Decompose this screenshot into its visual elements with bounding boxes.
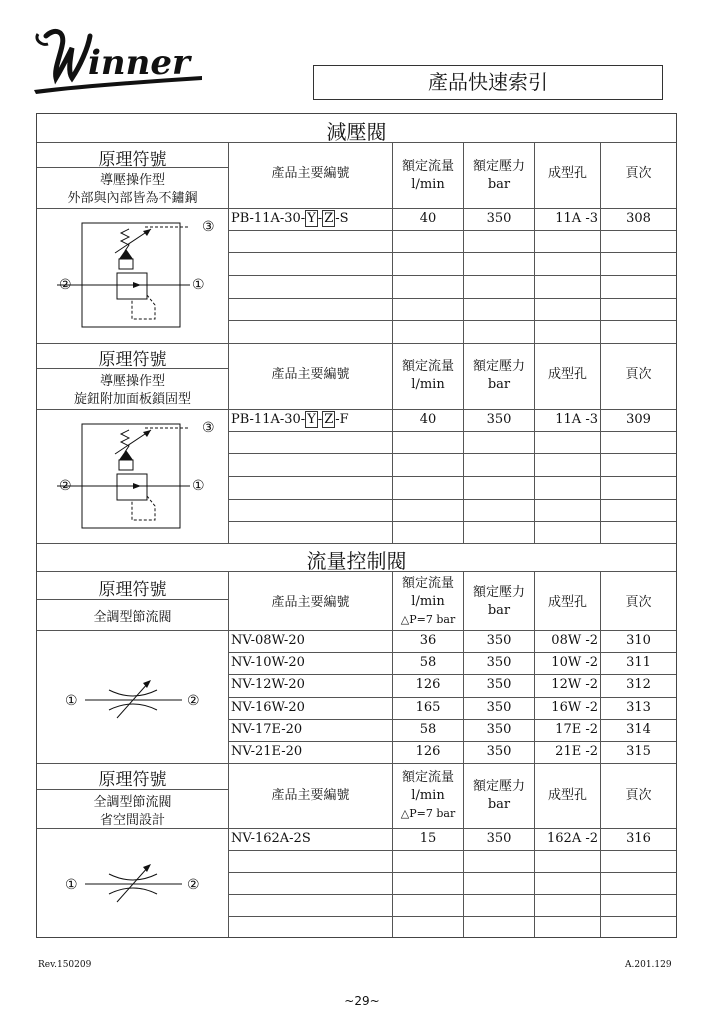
index-table	[36, 113, 677, 938]
principle-symbol-label: 原理符號	[98, 770, 167, 790]
port-cell: 11A -3	[555, 211, 598, 226]
page-number: ~29~	[344, 994, 380, 1008]
principle-symbol-label: 原理符號	[98, 580, 167, 600]
throttle-valve-symbol	[37, 828, 228, 938]
svg-text:inner: inner	[88, 43, 190, 83]
model-cell: NV-16W-20	[231, 700, 305, 715]
group-desc: 全調型節流閥	[93, 795, 172, 810]
group-desc: 省空間設計	[99, 813, 165, 828]
pressure-cell: 350	[486, 211, 512, 226]
svg-text:②: ②	[59, 277, 72, 293]
pressure-cell: 350	[486, 412, 512, 427]
throttle-valve-symbol	[37, 630, 228, 763]
pressure-cell: 350	[486, 700, 512, 715]
svg-text:②: ②	[187, 693, 200, 709]
flow-cell: 40	[419, 412, 437, 427]
port-cell: 12W -2	[551, 677, 598, 692]
principle-symbol-label: 原理符號	[98, 350, 167, 370]
flow-cell: 58	[419, 655, 437, 670]
col-port: 成型孔	[547, 595, 587, 610]
section-title-flow: 流量控制閥	[306, 549, 407, 573]
pressure-cell: 350	[486, 677, 512, 692]
page-cell: 316	[626, 831, 651, 846]
group-desc: 外部與內部皆為不鏽鋼	[67, 191, 198, 206]
flow-cell: 126	[415, 677, 441, 692]
port-cell: 17E -2	[555, 722, 598, 737]
flow-cell: 126	[415, 744, 441, 759]
col-pressure: 額定壓力 bar	[472, 359, 525, 392]
model-cell: PB-11A-30- Y - Z -F	[231, 412, 349, 427]
col-model: 產品主要編號	[271, 595, 350, 610]
page-title: 產品快速索引	[313, 65, 663, 100]
col-model: 產品主要編號	[271, 367, 350, 382]
page-cell: 314	[626, 722, 651, 737]
col-page: 頁次	[625, 166, 652, 181]
port-cell: 10W -2	[551, 655, 598, 670]
flow-cell: 36	[419, 633, 437, 648]
col-flow: 額定流量 l/min	[401, 159, 454, 192]
flow-cell: 40	[419, 211, 437, 226]
model-cell: NV-12W-20	[231, 677, 305, 692]
col-page: 頁次	[625, 367, 652, 382]
col-model: 產品主要編號	[271, 166, 350, 181]
col-pressure: 額定壓力 bar	[472, 779, 525, 812]
col-port: 成型孔	[547, 166, 587, 181]
group-desc: 全調型節流閥	[93, 610, 172, 625]
svg-text:③: ③	[202, 219, 215, 235]
svg-text:②: ②	[59, 478, 72, 494]
group-desc: 旋鈕附加面板鎖固型	[73, 392, 191, 407]
model-cell: NV-21E-20	[231, 744, 303, 759]
pressure-cell: 350	[486, 744, 512, 759]
revision-code: Rev.150209	[38, 960, 92, 970]
reducing-valve-symbol	[37, 209, 228, 343]
page-cell: 309	[626, 412, 651, 427]
col-page: 頁次	[625, 788, 652, 803]
svg-text:②: ②	[187, 877, 200, 893]
svg-text:③: ③	[202, 420, 215, 436]
col-pressure: 額定壓力 bar	[472, 585, 525, 618]
port-cell: 21E -2	[555, 744, 598, 759]
col-page: 頁次	[625, 595, 652, 610]
document-code: A.201.129	[625, 960, 672, 970]
col-flow: 額定流量 l/min	[401, 359, 454, 392]
model-cell: NV-17E-20	[231, 722, 303, 737]
col-flow: 額定流量 l/min △P=7 bar	[400, 576, 456, 626]
page-cell: 310	[626, 633, 651, 648]
svg-text:①: ①	[65, 877, 78, 893]
svg-text:①: ①	[65, 693, 78, 709]
page-cell: 308	[626, 211, 651, 226]
pressure-cell: 350	[486, 633, 512, 648]
reducing-valve-symbol	[37, 410, 228, 544]
port-cell: 16W -2	[551, 700, 598, 715]
col-flow: 額定流量 l/min △P=7 bar	[400, 770, 456, 820]
page-cell: 312	[626, 677, 651, 692]
col-port: 成型孔	[547, 788, 587, 803]
flow-cell: 15	[419, 831, 437, 846]
model-cell: NV-162A-2S	[231, 831, 311, 846]
col-model: 產品主要編號	[271, 788, 350, 803]
port-cell: 08W -2	[551, 633, 598, 648]
col-pressure: 額定壓力 bar	[472, 159, 525, 192]
pressure-cell: 350	[486, 655, 512, 670]
page-cell: 315	[626, 744, 651, 759]
flow-cell: 58	[419, 722, 437, 737]
section-title-reducing: 減壓閥	[326, 120, 387, 144]
svg-text:①: ①	[192, 478, 205, 494]
page-cell: 313	[626, 700, 651, 715]
port-cell: 11A -3	[555, 412, 598, 427]
pressure-cell: 350	[486, 831, 512, 846]
port-cell: 162A -2	[547, 831, 598, 846]
group-desc: 導壓操作型	[99, 374, 165, 389]
col-port: 成型孔	[547, 367, 587, 382]
pressure-cell: 350	[486, 722, 512, 737]
principle-symbol-label: 原理符號	[98, 150, 167, 170]
model-cell: NV-08W-20	[231, 633, 305, 648]
model-cell: PB-11A-30- Y - Z -S	[231, 211, 349, 226]
model-cell: NV-10W-20	[231, 655, 305, 670]
page-cell: 311	[626, 655, 651, 670]
group-desc: 導壓操作型	[99, 173, 165, 188]
winner-logo	[32, 26, 208, 96]
svg-text:①: ①	[192, 277, 205, 293]
flow-cell: 165	[415, 700, 441, 715]
